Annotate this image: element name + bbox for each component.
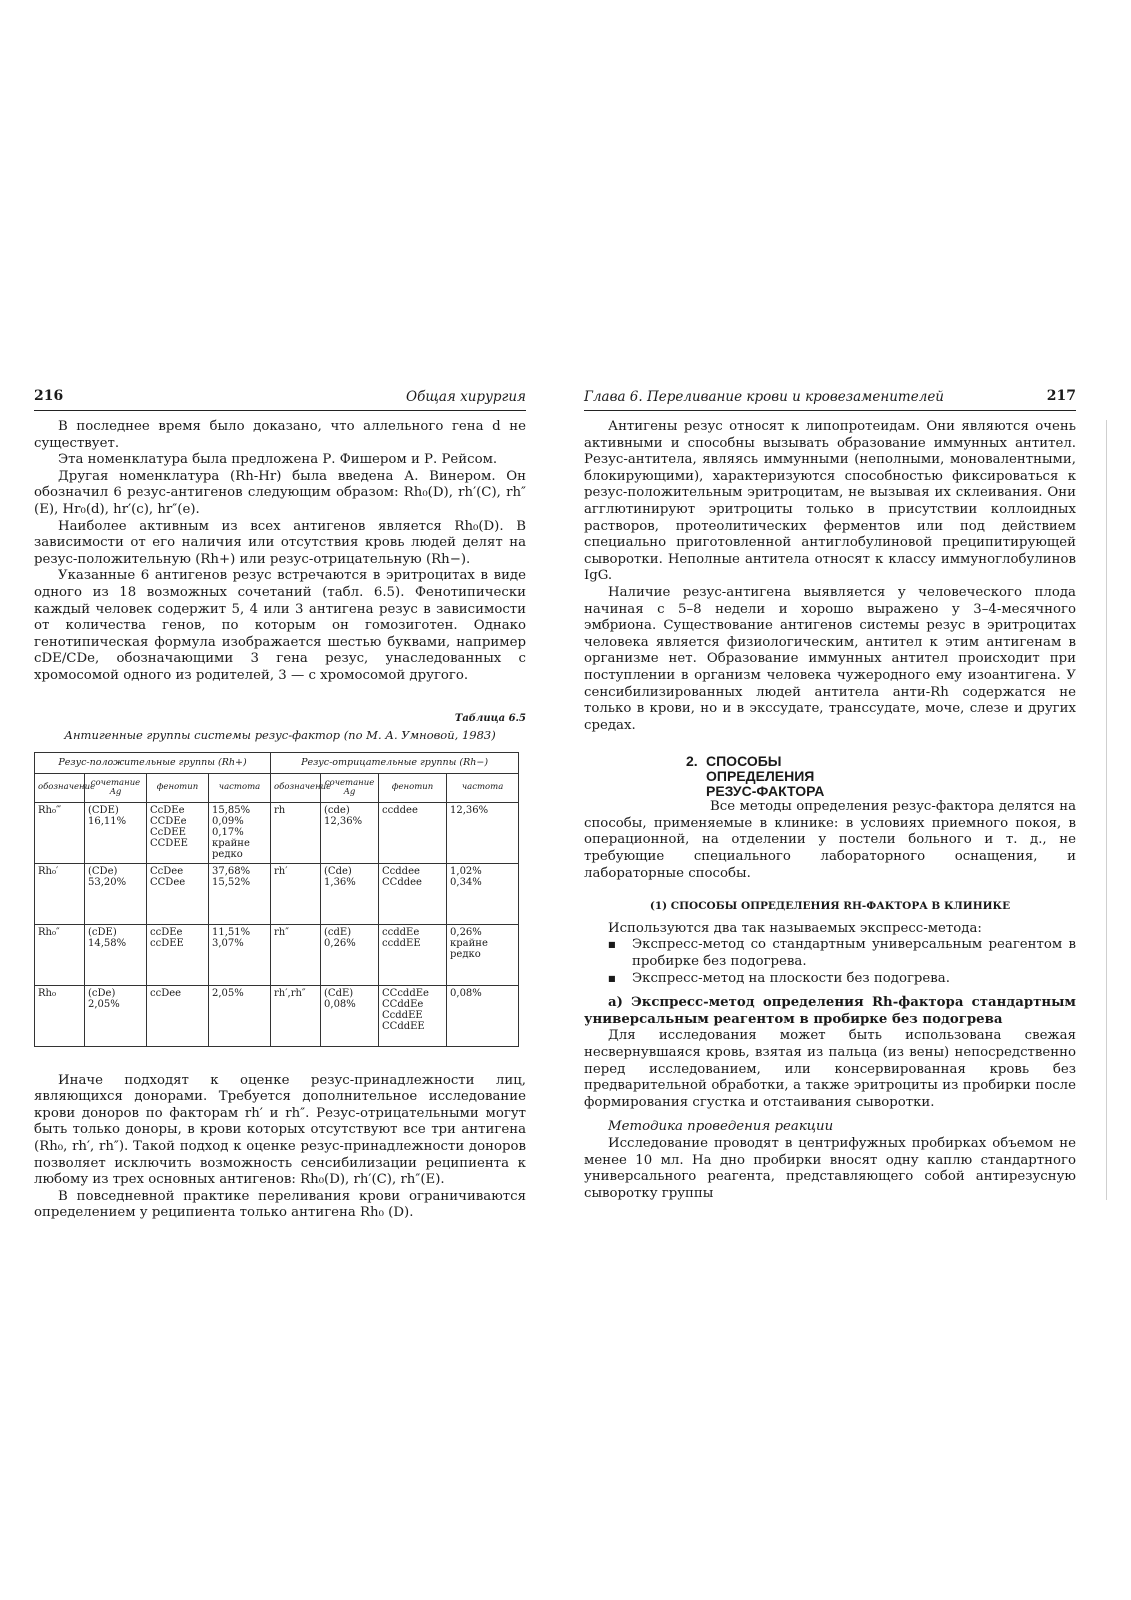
page-number: 217: [1046, 388, 1076, 404]
table-cell: Rh₀: [35, 985, 85, 1046]
right-page-header: [584, 388, 1076, 411]
table-cell: (Cde) 1,36%: [321, 863, 379, 924]
table-row: [35, 802, 519, 863]
table-cell: (cDE) 14,58%: [85, 924, 147, 985]
table-title: Антигенные группы системы резус-фактор (по М. А. Умновой, 1983): [64, 728, 496, 743]
table-cell: rh″: [271, 924, 321, 985]
column-header: фенотип: [379, 773, 447, 802]
column-header: частота: [209, 773, 271, 802]
column-header: фенотип: [147, 773, 209, 802]
paragraph: В последнее время было доказано, что аллельного гена d не существует.: [34, 419, 526, 451]
table-cell: ccddee: [379, 802, 447, 863]
table-cell: rh′,rh″: [271, 985, 321, 1046]
table-cell: CcDee CCDee: [147, 863, 209, 924]
paragraph: Эта номенклатура была предложена Р. Фишером и Р. Рейсом.: [58, 452, 498, 468]
subsection-heading: (1) СПОСОБЫ ОПРЕДЕЛЕНИЯ RH-ФАКТОРА В КЛИНИКЕ: [649, 900, 1011, 913]
page-number: 216: [34, 388, 64, 404]
table-cell: (cDe) 2,05%: [85, 985, 147, 1046]
paragraph: Наиболее активным из всех антигенов является Rh₀(D). В зависимости от его наличия или отсутствия кровь людей делят на резус-положительную (Rh+) или резус-отрицательную (Rh−).: [34, 518, 526, 567]
table-cell: (CdE) 0,08%: [321, 985, 379, 1046]
table-cell: (CDe) 53,20%: [85, 863, 147, 924]
paragraph: Иначе подходят к оценке резус-принадлежности лиц, являющихся донорами. Требуется дополнительное исследование крови доноров по факторам rh′ и rh″. Резус-отрицательными могут быть только доноры, в крови которых отсутствуют все три антигена (Rh₀, rh′, rh″). Такой подход к оценке резус-принадлежности доноров позволяет исключить возможность сенсибилизации реципиента к любому из трех основных антигенов: Rh₀(D), rh′(C), rh″(E).: [34, 1072, 526, 1188]
column-header: частота: [447, 773, 519, 802]
paragraph: Для исследования может быть использована свежая несвернувшаяся кровь, взятая из пальца (из вены) непосредственно перед исследованием, или консервированная кровь без предварительной обработки, а также эритроциты из пробирки после формирования сгустка и отстаивания сыворотки.: [584, 1028, 1076, 1110]
paragraph: Все методы определения резус-фактора делятся на способы, применяемые в клинике: в условиях приемного покоя, в операционной, на отделении у постели больного и т. д., не требующие специального лабораторного оснащения, и лабораторные способы.: [584, 799, 1076, 881]
bullet-list: [584, 937, 1076, 987]
paragraph: Другая номенклатура (Rh-Hr) была введена А. Винером. Он обозначил 6 резус-антигенов следующим образом: Rh₀(D), rh′(C), rh″(E), Hr₀(d), hr′(c), hr″(e).: [34, 468, 526, 517]
column-header: обозначение: [271, 773, 321, 802]
table-cell: 37,68% 15,52%: [209, 863, 271, 924]
table-cell: CcDEe CCDEe CcDEE CCDEE: [147, 802, 209, 863]
table-cell: CCcddEe CCddEe CcddEE CCddEE: [379, 985, 447, 1046]
paragraph: Указанные 6 антигенов резус встречаются в эритроцитах в виде одного из 18 возможных сочетаний (табл. 6.5). Фенотипически каждый человек содержит 5, 4 или 3 антигена резус в зависимости от количества генов, по которым он гомозиготен. Однако генотипическая формула изображается шестью буквами, например cDE/CDe, обозначающими 3 гена резус, унаследованных с хромосомой одного из родителей, 3 — с хромосомой другого.: [34, 568, 526, 683]
table-cell: 0,26% крайне редко: [447, 924, 519, 985]
column-header: обозначение: [35, 773, 85, 802]
section-title: СПОСОБЫ ОПРЕДЕЛЕНИЯ РЕЗУС-ФАКТОРА: [706, 753, 825, 800]
group-header-negative: Резус-отрицательные группы (Rh−): [271, 752, 519, 773]
running-title: Глава 6. Переливание крови и кровезаменителей: [584, 389, 944, 405]
list-item: ■ Экспресс-метод на плоскости без подогрева.: [608, 971, 1076, 988]
table-cell: (cde) 12,36%: [321, 802, 379, 863]
table-row: [35, 985, 519, 1046]
table-cell: (cdE) 0,26%: [321, 924, 379, 985]
column-header: сочетание Ag: [85, 773, 147, 802]
subheading: а) Экспресс-метод определения Rh-фактора стандартным универсальным реагентом в пробирке без подогрева: [584, 995, 1076, 1027]
table-cell: ccddEe ccddEE: [379, 924, 447, 985]
table-cell: Ccddee CCddee: [379, 863, 447, 924]
table-cell: (CDE) 16,11%: [85, 802, 147, 863]
section-heading: [686, 754, 1076, 799]
table-row: [35, 924, 519, 985]
paragraph: Наличие резус-антигена выявляется у человеческого плода начиная с 5–8 недели и хорошо выражено у 3–4-месячного эмбриона. Существование антигенов системы резус в эритроцитах человека является физиологическим, антител к этим антигенам в организме нет. Образование иммунных антител происходит при поступлении в организм человека чужеродного ему изоантигена. У сенсибилизированных людей антитела анти-Rh содержатся не только в крови, но и в экссудате, транссудате, моче, слезе и других средах.: [584, 584, 1076, 733]
rhesus-antigen-table: [34, 752, 519, 1047]
table-cell: ccDee: [147, 985, 209, 1046]
paragraph: Используются два так называемых экспресс-метода:: [608, 920, 982, 936]
running-title: Общая хирургия: [406, 389, 526, 405]
paragraph: В повседневной практике переливания крови ограничиваются определением у реципиента только антигена Rh₀ (D).: [34, 1188, 526, 1221]
table-cell: Rh₀′: [35, 863, 85, 924]
table-cell: rh: [271, 802, 321, 863]
column-header: сочетание Ag: [321, 773, 379, 802]
table-cell: 2,05%: [209, 985, 271, 1046]
left-page-header: [34, 388, 526, 411]
table-cell: 15,85% 0,09% 0,17% крайне редко: [209, 802, 271, 863]
method-heading: Методика проведения реакции: [608, 1119, 834, 1135]
table-cell: Rh₀‴: [35, 802, 85, 863]
table-caption: Таблица 6.5: [454, 712, 526, 724]
right-page: [584, 388, 1076, 1202]
table-cell: Rh₀″: [35, 924, 85, 985]
page-edge-line: [1106, 420, 1107, 1200]
left-page: [34, 388, 526, 1222]
table-cell: 11,51% 3,07%: [209, 924, 271, 985]
list-item: ■ Экспресс-метод со стандартным универсальным реагентом в пробирке без подогрева.: [608, 937, 1076, 970]
table-cell: 12,36%: [447, 802, 519, 863]
table-cell: rh′: [271, 863, 321, 924]
table-cell: ccDEe ccDEE: [147, 924, 209, 985]
paragraph: Антигены резус относят к липопротеидам. Они являются очень активными и способны вызывать образование иммунных антител. Резус-антитела, являясь иммунными (неполными, моновалентными, блокирующими), характеризуются способностью фиксироваться к резус-положительным эритроцитам, не вызывая их склеивания. Они агглютинируют эритроциты только в присутствии коллоидных растворов, протеолитических ферментов или под действием специально приготовленной антиглобулиновой преципитирующей сыворотки. Неполные антитела относят к классу иммуноглобулинов IgG.: [584, 419, 1076, 584]
section-number: 2.: [686, 753, 698, 770]
table-row: [35, 863, 519, 924]
group-header-positive: Резус-положительные группы (Rh+): [35, 752, 271, 773]
table-cell: 1,02% 0,34%: [447, 863, 519, 924]
table-cell: 0,08%: [447, 985, 519, 1046]
paragraph: Исследование проводят в центрифужных пробирках объемом не менее 10 мл. На дно пробирки вносят одну каплю стандартного универсального реагента, представляющего собой антирезусную сыворотку группы: [584, 1135, 1076, 1201]
